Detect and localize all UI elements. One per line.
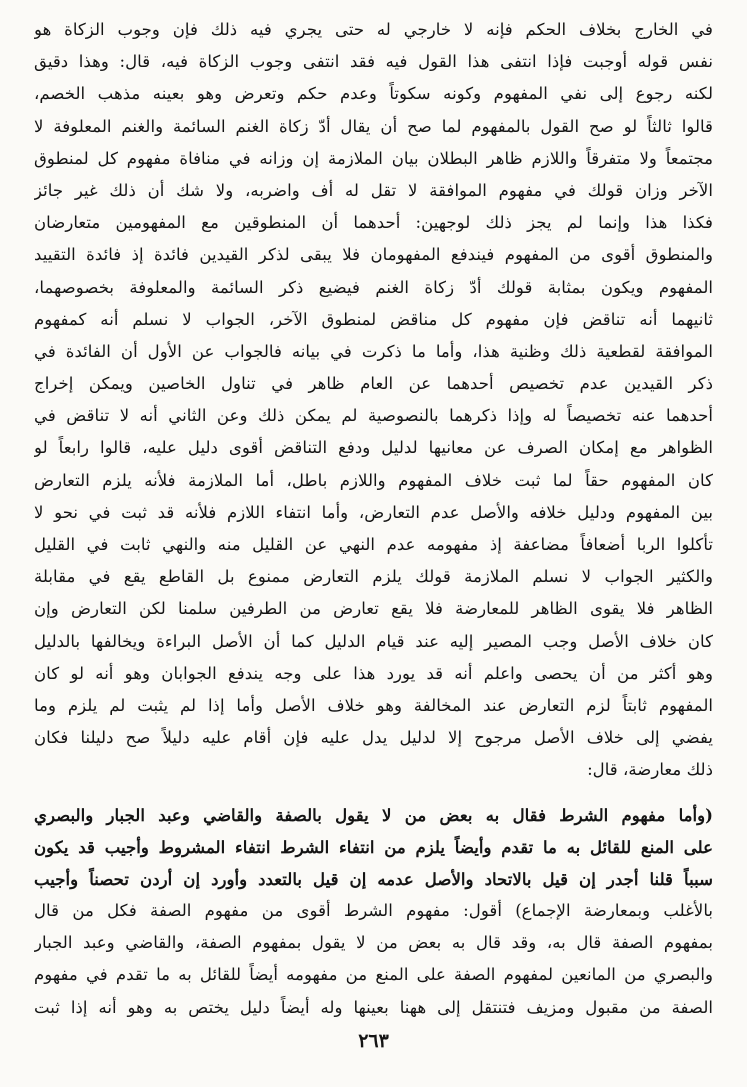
text-line: نفس قوله أوجبت فإذا انتفى هذا القول فيه فقد انتفى وجوب الزكاة فيه، قال: وهذا دقيق [34, 52, 713, 72]
text-line: يفضي إلى خلاف الأصل مرجوح إلا لدليل يدل عليه فإن أقام عليه دليلاً صح دليلنا فكان [34, 728, 713, 748]
text-line: سبباً قلنا أجدر إن قيل بالاتحاد والأصل عدمه إن قيل بالتعدد وأورد إن أردن تحصناً وأجيب [34, 868, 713, 889]
text-line: قالوا ثالثاً لو صح القول بالمفهوم لما صح أن يقال أدّ زكاة الغنم السائمة والغنم المعلوفة لا [34, 116, 713, 136]
text-line: كان المفهوم حقاً لما ثبت خلاف المفهوم واللازم باطل، أما الملازمة فلأنه يلزم التعارض [34, 470, 713, 490]
text-line: مجتمعاً ولا متفرقاً واللازم ظاهر البطلان بيان الملازمة إن وزانه في منافاة مفهوم كل لمنطوق [34, 148, 713, 168]
text-line: بين المفهوم ودليل خلافه والأصل عدم التعارض، وأما انتفاء اللازم فلأنه قد ثبت في نحو لا [34, 502, 713, 522]
text-line: (وأما مفهوم الشرط فقال به بعض من لا يقول بالصفة والقاضي وعبد الجبار والبصري [34, 804, 713, 825]
text-line: فكذا هذا وإنما لم يجز ذلك لوجهين: أحدهما أن المنطوقين مع المفهومين متعارضان [34, 213, 713, 233]
text-line: المفهوم ويكون بمثابة قولك أدّ زكاة الغنم فيضيع ذكر السائمة والمعلوفة بخصوصهما، [34, 277, 713, 297]
text-line: وهو أكثر من أن يحصى واعلم أنه قد يورد هذا على وجه يندفع الجوابان وهو أنه لو كان [34, 663, 713, 683]
text-line: في الخارج بخلاف الحكم فإنه لا خارجي له حتى يجري فيه ذلك فإن وجوب الزكاة هو [34, 20, 713, 39]
text-line: والكثير الجواب لا نسلم الملازمة قولك يلزم التعارض ممنوع بل القاطع يقع في مقابلة [34, 567, 713, 587]
text-line: تأكلوا الربا أضعافاً مضاعفة إذ مفهومه عدم النهي عن القليل منه والنهي ثابت في القليل [34, 535, 713, 554]
text-line: لكنه رجوع إلى نفي المفهوم وكونه سكوتاً وعدم حكم وتعرض وهو بعينه مذهب الخصم، [34, 84, 713, 104]
text-line: الموافقة لقطعية ذلك وظنية هذا، وأما ما ذكرت في بيانه فالجواب عن الأول أن الفائدة في [34, 341, 713, 361]
text-line: والمنطوق أقوى من المفهوم فيندفع المفهومان فلا يبقى لذكر القيدين فائدة إذ فائدة التقييد [34, 245, 713, 265]
text-line: الظواهر مع إمكان الصرف عن معانيها لدليل ودفع التناقض أقوى دليل عليه، قالوا رابعاً لو [34, 438, 713, 458]
text-line: بالأغلب وبمعارضة الإجماع) أقول: مفهوم الشرط أقوى من مفهوم الصفة فكل من قال [34, 901, 713, 921]
text-line: الظاهر فلا يقوى الظاهر للمعارضة فلا يقع تعارض من الطرفين سلمنا لكن التعارض وإن [34, 599, 713, 619]
text-line: ذلك معارضة، قال: [587, 760, 713, 780]
text-line: بمفهوم الصفة قال به، وقد قال به بعض من لا يقول بمفهوم الصفة، والقاضي وعبد الجبار [34, 933, 713, 953]
text-line: الآخر وزان قولك في مفهوم الموافقة لا تقل له أف واضربه، ولا شك أن ذلك غير جائز [34, 180, 713, 200]
text-line: ثانيهما أنه تناقض فإن مفهوم كل مناقض لمنطوق الآخر، الجواب لا نسلم أنه كمفهوم [34, 309, 713, 329]
text-line: أحدهما عنه تخصيصاً له وإذا ذكرهما بالنصوصية لم يمكن ذلك وعن الثاني أنه لا تناقض في [34, 406, 713, 426]
page-number: ٢٦٣ [358, 1030, 389, 1052]
commentary-paragraph [34, 14, 713, 787]
text-line: المفهوم ثابتاً لزم التعارض عند المخالفة وهو خلاف الأصل وأما إذا لم يثبت لم يلزم وما [34, 695, 713, 715]
text-line: على المنع للقائل به ما تقدم وأيضاً يلزم من انتفاء الشرط انتفاء المشروط وأجيب قد يكون [34, 836, 713, 857]
text-line: كان خلاف الأصل وجب المصير إليه عند قيام الدليل كما أن الأصل البراءة ويخالفها بالدليل [34, 631, 713, 651]
text-line: ذكر القيدين عدم تخصيص أحدهما عن العام ظاهر في تناول الخاصين ويمكن إخراج [34, 374, 713, 394]
matn-paragraph [34, 799, 713, 1024]
text-line: الصفة من مقبول ومزيف فتنتقل إلى ههنا بعينها وله أيضاً دليل يختص به وهو أنه إذا ثبت [34, 997, 713, 1017]
text-line: والبصري من المانعين لمفهوم الصفة على المنع من مفهومه أيضاً للقائل به ما تقدم في مفهوم [34, 965, 713, 985]
